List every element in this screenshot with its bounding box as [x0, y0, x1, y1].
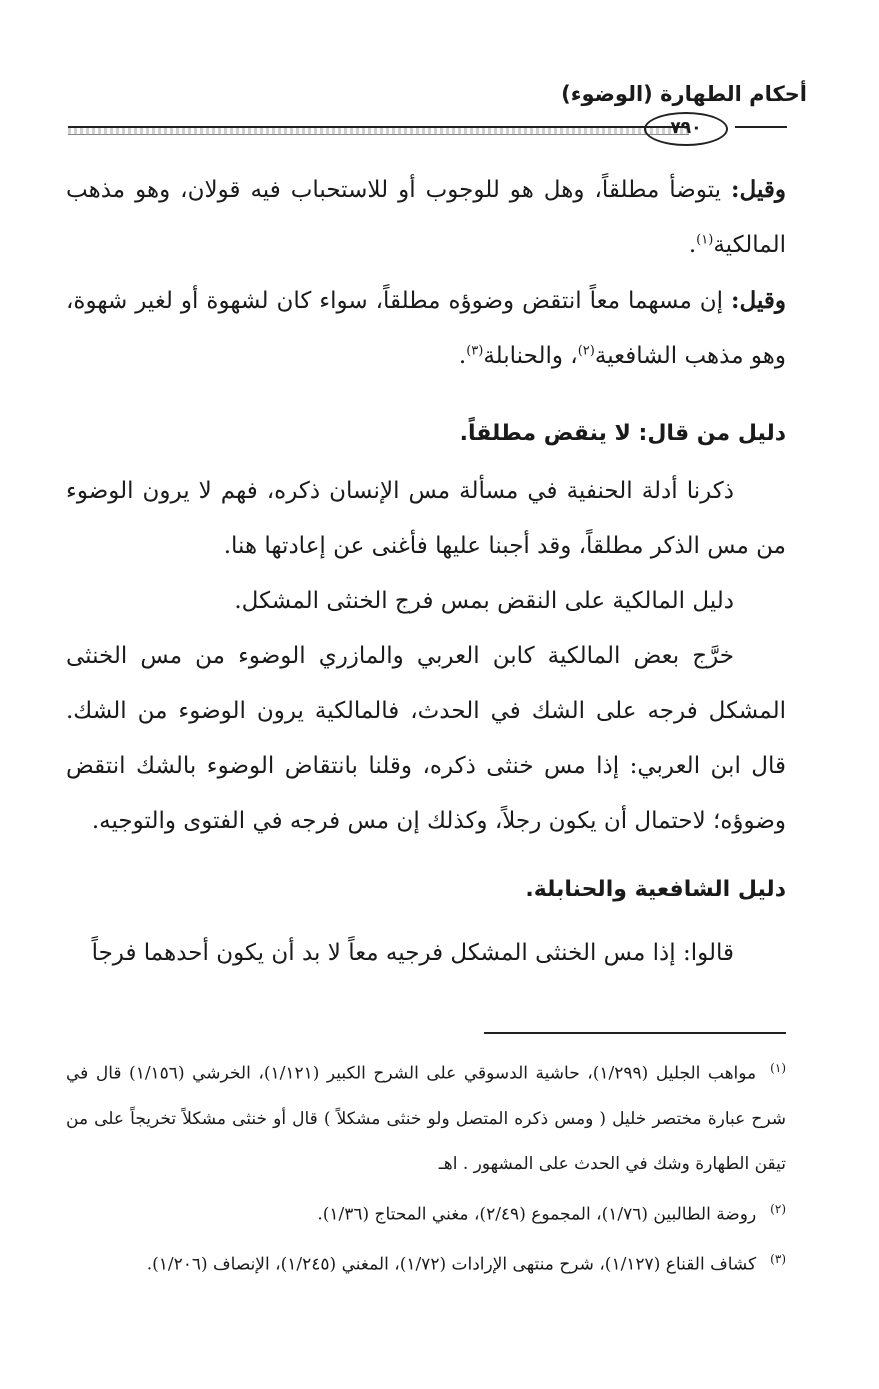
footnote — [66, 1237, 786, 1288]
footnote-ref: (١) — [696, 232, 714, 248]
paragraph-text: ، والحنابلة — [483, 343, 578, 369]
footnote-rule — [484, 1032, 786, 1034]
section-heading: دليل من قال: لا ينقض مطلقاً. — [459, 421, 786, 446]
footnote-text: كشاف القناع (١/١٢٧)، شرح منتهى الإرادات (١/٧٢)، المغني (١/٢٤٥)، الإنصاف (١/٢٠٦). — [146, 1254, 757, 1275]
footnote-text: روضة الطالبين (١/٧٦)، المجموع (٢/٤٩)، مغني المحتاج (١/٣٦). — [317, 1204, 757, 1225]
section-heading-1-wrap — [66, 414, 786, 454]
running-header-title: أحكام الطهارة (الوضوء) — [561, 82, 807, 106]
paragraph-shafii-evidence: قالوا: إذا مس الخنثى المشكل فرجيه معاً لا بد أن يكون أحدهما فرجاً — [91, 940, 734, 966]
paragraph-shafii-view — [66, 273, 786, 384]
paragraph-maliki-view — [66, 162, 786, 273]
paragraph-text: إن مسهما معاً انتقض وضوؤه مطلقاً، سواء كان لشهوة أو لغير شهوة، وهو مذهب الشافعية — [66, 288, 786, 369]
paragraph-maliki-evidence: خرَّج بعض المالكية كابن العربي والمازري الوضوء من مس الخنثى المشكل فرجه على الشك في الحدث، فالمالكية يرون الوضوء من الشك. قال ابن العربي: إذا مس خنثى ذكره، وقلنا بانتقاض الوضوء بالشك انتقض وضوؤه؛ لاحتمال أن يكون رجلاً، وكذلك إن مس فرجه في الفتوى والتوجيه. — [66, 643, 786, 834]
main-text-2 — [66, 464, 786, 849]
main-text — [66, 162, 786, 384]
header-rule — [68, 126, 689, 135]
paragraph-subheading: دليل المالكية على النقض بمس فرج الخنثى المشكل. — [234, 588, 734, 614]
punctuation: . — [688, 232, 697, 258]
paragraph-hanafi-evidence: ذكرنا أدلة الحنفية في مسألة مس الإنسان ذكره، فهم لا يرون الوضوء من مس الذكر مطلقاً، وقد أجبنا عليها فأغنى عن إعادتها هنا. — [66, 478, 786, 559]
header-rule-right — [735, 126, 787, 128]
footnote-number: (٢) — [770, 1201, 786, 1216]
footnote — [66, 1187, 786, 1238]
footnote-ref: (٢) — [577, 343, 595, 359]
main-text-3 — [66, 926, 786, 981]
paragraph-lead: وقيل: — [731, 176, 786, 203]
footnote-number: (٣) — [770, 1252, 786, 1267]
section-heading-2-wrap — [66, 870, 786, 910]
footnotes — [66, 1046, 786, 1288]
footnote-text: مواهب الجليل (١/٢٩٩)، حاشية الدسوقي على الشرح الكبير (١/١٢١)، الخرشي (١/١٥٦) قال في شرح عبارة مختصر خليل ( ومس ذكره المتصل ولو خنثى مشكلاً ) قال أو خنثى مشكلاً تخريجاً على من تيقن الطهارة وشك في الحدث على المشهور . اهـ — [66, 1063, 786, 1174]
footnote-ref: (٣) — [466, 343, 484, 359]
section-heading: دليل الشافعية والحنابلة. — [525, 877, 786, 902]
paragraph-text: يتوضأ مطلقاً، وهل هو للوجوب أو للاستحباب فيه قولان، وهو مذهب المالكية — [66, 177, 786, 258]
page-number: ٧٩٠ — [644, 112, 728, 146]
footnote — [66, 1046, 786, 1187]
paragraph-lead: وقيل: — [731, 287, 786, 314]
footnote-number: (١) — [770, 1061, 786, 1075]
punctuation: . — [458, 343, 467, 369]
